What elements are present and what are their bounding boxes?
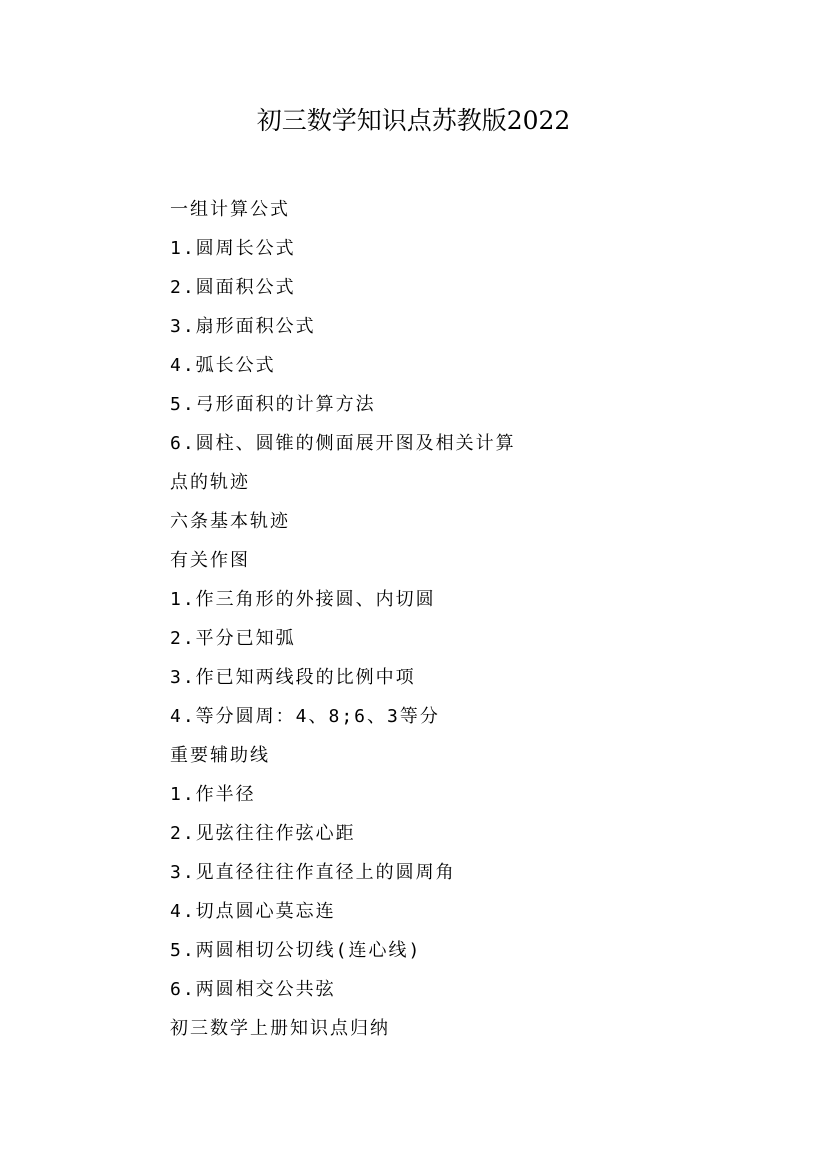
list-item: 3.见直径往往作直径上的圆周角 — [170, 862, 456, 883]
list-item: 6.圆柱、圆锥的侧面展开图及相关计算 — [170, 433, 516, 454]
paragraph: 六条基本轨迹 — [170, 511, 290, 532]
heading-knowledge-summary: 初三数学上册知识点归纳 — [170, 1018, 390, 1039]
list-item: 2.平分已知弧 — [170, 628, 296, 649]
list-item: 4.弧长公式 — [170, 355, 276, 376]
list-item: 3.作已知两线段的比例中项 — [170, 667, 416, 688]
list-item: 1.圆周长公式 — [170, 238, 296, 259]
list-item: 1.作半径 — [170, 784, 256, 805]
document-title: 初三数学知识点苏教版2022 — [256, 106, 571, 135]
heading-locus: 点的轨迹 — [170, 472, 250, 493]
list-item: 3.扇形面积公式 — [170, 316, 316, 337]
heading-auxiliary-lines: 重要辅助线 — [170, 745, 270, 766]
list-item: 2.圆面积公式 — [170, 277, 296, 298]
list-item: 2.见弦往往作弦心距 — [170, 823, 356, 844]
list-item: 4.切点圆心莫忘连 — [170, 901, 336, 922]
heading-constructions: 有关作图 — [170, 550, 250, 571]
list-item: 6.两圆相交公共弦 — [170, 979, 336, 1000]
list-item: 4.等分圆周：4、8;6、3等分 — [170, 706, 440, 727]
list-item: 5.两圆相切公切线(连心线) — [170, 940, 422, 961]
heading-calculation-formulas: 一组计算公式 — [170, 199, 290, 220]
list-item: 1.作三角形的外接圆、内切圆 — [170, 589, 436, 610]
list-item: 5.弓形面积的计算方法 — [170, 394, 376, 415]
document-body — [170, 195, 770, 1053]
